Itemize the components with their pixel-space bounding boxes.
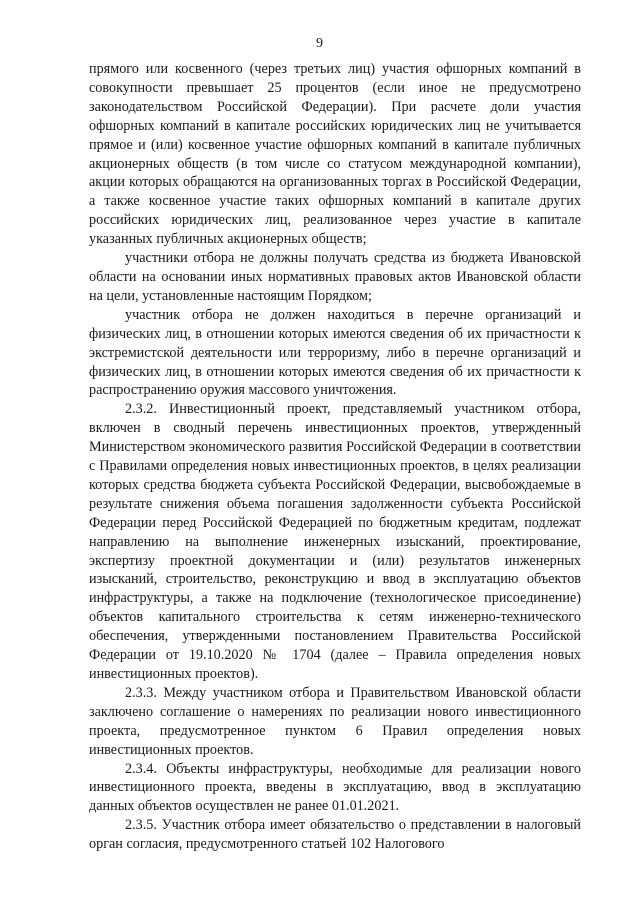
paragraph-no-other-budget-funds: участники отбора не должны получать средства из бюджета Ивановской области на основании иных нормативных правовых актов Ивановской области на цели, установленные настоящим Порядком; bbox=[89, 250, 581, 304]
document-body bbox=[89, 60, 581, 854]
paragraph-2-3-4: 2.3.4. Объекты инфраструктуры, необходимые для реализации нового инвестиционного проекта, введены в эксплуатацию, ввод в эксплуатацию данных объектов осуществлен не ранее 01.01.2021. bbox=[89, 760, 581, 815]
paragraph-offshore-participation: прямого или косвенного (через третьих лиц) участия офшорных компаний в совокупности превышает 25 процентов (если иное не предусмотрено законодательством Российской Федерации). При расчете доли участия офшорных компаний в капитале российских юридических лиц не учитывается прямое и (или) косвенное участие офшорных компаний в капитале публичных акционерных обществ (в том числе со статусом международной компании), акции которых обращаются на организованных торгах в Российской Федерации, а также косвенное участие таких офшорных компаний в капитале других российских юридических лиц, реализованное через участие в капитале указанных публичных акционерных обществ; bbox=[89, 61, 581, 248]
paragraph-2-3-5: 2.3.5. Участник отбора имеет обязательство о представлении в налоговый орган согласия, предусмотренного статьей 102 Налогового bbox=[89, 817, 581, 853]
paragraph-not-in-extremism-list: участник отбора не должен находиться в перечне организаций и физических лиц, в отношении которых имеются сведения об их причастности к экстремистской деятельности или терроризму, либо в перечне организаций и физических лиц, в отношении которых имеются сведения об их причастности к распространению оружия массового уничтожения. bbox=[89, 306, 581, 399]
paragraph-2-3-2: 2.3.2. Инвестиционный проект, представляемый участником отбора, включен в сводный перечень инвестиционных проектов, утвержденный Министерством экономического развития Российской Федерации в соответствии с Правилами определения новых инвестиционных проектов, в целях реализации которых средства бюджета субъекта Российской Федерации, высвобождаемые в результате снижения объема погашения задолженности субъекта Российской Федерации перед Российской Федерацией по бюджетным кредитам, подлежат направлению на выполнение инженерных изысканий, проектирование, экспертизу проектной документации и (или) результатов инженерных изысканий, строительство, реконструкцию и ввод в эксплуатацию объектов инфраструктуры, а также на подключение (технологическое присоединение) объектов капитального строительства к сетям инженерно-технического обеспечения, утвержденными постановлением Правительства Российской Федерации от 19.10.2020 № 1704 (далее – Правила определения новых инвестиционных проектов). bbox=[89, 401, 581, 682]
paragraph-2-3-3: 2.3.3. Между участником отбора и Правительством Ивановской области заключено соглашение о намерениях по реализации нового инвестиционного проекта, предусмотренное пунктом 6 Правил определения новых инвестиционных проектов. bbox=[89, 684, 581, 758]
page-number: 9 bbox=[316, 36, 323, 51]
